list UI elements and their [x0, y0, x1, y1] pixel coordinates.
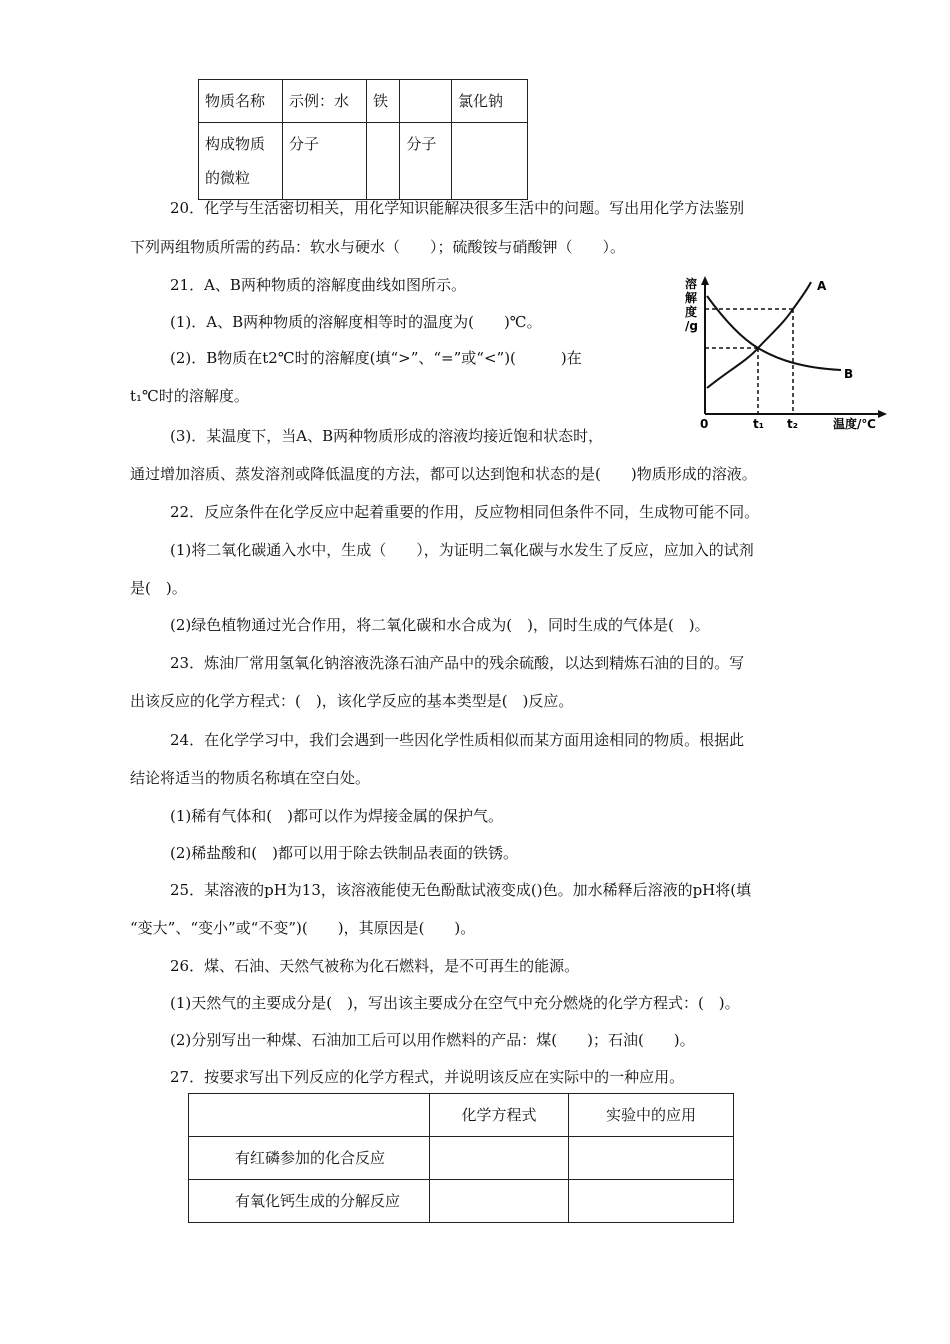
question-line: (2)绿色植物通过光合作用，将二氧化碳和水合成为( )，同时生成的气体是( )。 [170, 616, 710, 634]
table-cell: 氯化钠 [452, 80, 528, 123]
table-row [189, 1180, 734, 1223]
question-line: 20．化学与生活密切相关，用化学知识能解决很多生活中的问题。写出用化学方法鉴别 [170, 199, 745, 217]
t2-label: t₂ [787, 417, 798, 431]
question-line: 21．A、B两种物质的溶解度曲线如图所示。 [170, 276, 466, 294]
question-line: (3)．某温度下，当A、B两种物质形成的溶液均接近饱和状态时， [170, 427, 604, 445]
table-cell [569, 1137, 734, 1180]
question-line: 结论将适当的物质名称填在空白处。 [130, 769, 371, 787]
table-cell [452, 123, 528, 200]
question-line: 出该反应的化学方程式：( )，该化学反应的基本类型是( )反应。 [130, 692, 574, 710]
question-line: 通过增加溶质、蒸发溶剂或降低温度的方法，都可以达到饱和状态的是( )物质形成的溶液。 [130, 465, 757, 483]
question-line: (1)．A、B两种物质的溶解度相等时的温度为( )℃。 [170, 313, 542, 331]
t1-label: t₁ [753, 417, 764, 431]
table-cell [199, 123, 283, 200]
table-row [189, 1137, 734, 1180]
question-line: “变大”、“变小”或“不变”)( )，其原因是( )。 [130, 919, 476, 937]
question-line: (2)稀盐酸和( )都可以用于除去铁制品表面的铁锈。 [170, 844, 518, 862]
cell-line: 构成物质 [205, 135, 266, 153]
table-cell [367, 123, 400, 200]
curve-b-label: B [844, 367, 854, 381]
question-line: (1)天然气的主要成分是( )，写出该主要成分在空气中充分燃烧的化学方程式：( )。 [170, 994, 740, 1012]
table-cell: 物质名称 [199, 80, 283, 123]
table-cell: 分子 [400, 123, 452, 200]
origin-label: 0 [700, 417, 709, 431]
table-cell: 有氧化钙生成的分解反应 [189, 1180, 430, 1223]
table-cell [400, 80, 452, 123]
curve-a-label: A [817, 279, 827, 293]
table-cell [189, 1094, 430, 1137]
question-line: 24．在化学学习中，我们会遇到一些因化学性质相似而某方面用途相同的物质。根据此 [170, 731, 745, 749]
table-row [199, 80, 528, 123]
table-cell [430, 1180, 569, 1223]
question-line: (1)将二氧化碳通入水中，生成（ ），为证明二氧化碳与水发生了反应，应加入的试剂 [170, 541, 754, 559]
reaction-table [188, 1093, 734, 1223]
y-label-char: 溶 [685, 277, 698, 291]
curve-a [707, 282, 811, 388]
table-cell [430, 1137, 569, 1180]
y-label-char: 度 [685, 305, 698, 319]
question-line: 下列两组物质所需的药品：软水与硬水（ ）；硫酸铵与硝酸钾（ ）。 [130, 238, 626, 256]
question-line: 26．煤、石油、天然气被称为化石燃料，是不可再生的能源。 [170, 957, 580, 975]
cell-line: 的微粒 [205, 169, 251, 187]
table-cell: 有红磷参加的化合反应 [189, 1137, 430, 1180]
table-cell [569, 1180, 734, 1223]
curve-b [707, 296, 841, 370]
question-line: (1)稀有气体和( )都可以作为焊接金属的保护气。 [170, 807, 503, 825]
question-line: 22．反应条件在化学反应中起着重要的作用，反应物相同但条件不同，生成物可能不同。 [170, 503, 760, 521]
table-cell: 实验中的应用 [569, 1094, 734, 1137]
question-line: 25．某溶液的pH为13，该溶液能使无色酚酞试液变成()色。加水稀释后溶液的pH将(填 [170, 881, 752, 899]
question-line: (2)．B物质在t2℃时的溶解度(填“>”、“=”或“<”)( )在 [170, 349, 582, 367]
solubility-graph [683, 276, 893, 436]
x-axis-label: 温度/℃ [833, 417, 876, 431]
table-row [199, 123, 528, 200]
table-row [189, 1094, 734, 1137]
table-cell: 分子 [283, 123, 367, 200]
table-cell: 化学方程式 [430, 1094, 569, 1137]
question-line: (2)分别写出一种煤、石油加工后可以用作燃料的产品：煤( )；石油( )。 [170, 1031, 695, 1049]
question-line: 是( )。 [130, 579, 187, 597]
question-line: 23．炼油厂常用氢氧化钠溶液洗涤石油产品中的残余硫酸，以达到精炼石油的目的。写 [170, 654, 745, 672]
x-axis-arrow [878, 410, 887, 418]
question-line: t₁℃时的溶解度。 [130, 387, 249, 405]
y-axis-arrow [701, 276, 709, 285]
particle-table [198, 79, 528, 200]
table-cell: 铁 [367, 80, 400, 123]
question-line: 27．按要求写出下列反应的化学方程式，并说明该反应在实际中的一种应用。 [170, 1068, 685, 1086]
y-label-char: 解 [685, 291, 698, 305]
y-label-unit: /g [685, 319, 698, 333]
table-cell: 示例：水 [283, 80, 367, 123]
